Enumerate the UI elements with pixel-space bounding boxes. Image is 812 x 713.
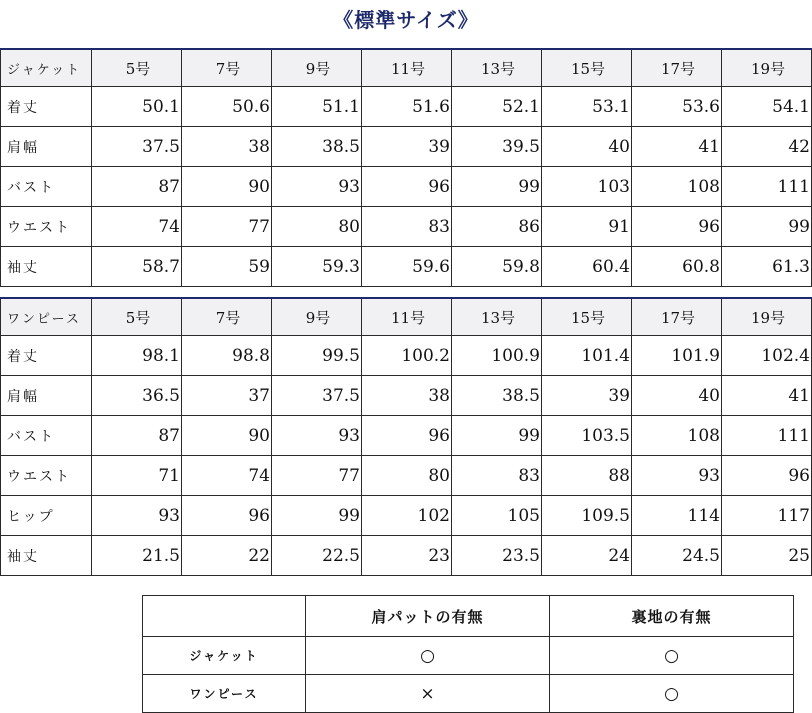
measurement-value: 24.5 — [632, 536, 722, 576]
measurement-value: 38.5 — [452, 376, 542, 416]
measurement-value: 99 — [722, 207, 812, 247]
measurement-value: 99.5 — [272, 336, 362, 376]
measurement-value: 51.1 — [272, 87, 362, 127]
measurement-value: 109.5 — [542, 496, 632, 536]
measurement-value: 102.4 — [722, 336, 812, 376]
measurement-value: 99 — [272, 496, 362, 536]
measurement-value: 38.5 — [272, 127, 362, 167]
measurement-value: 77 — [272, 456, 362, 496]
size-header: 19号 — [722, 49, 812, 87]
measurement-value: 22.5 — [272, 536, 362, 576]
measurement-value: 90 — [182, 167, 272, 207]
table-row — [1, 336, 812, 376]
table-row — [1, 536, 812, 576]
shoulder-pad-header: 肩パットの有無 — [306, 596, 550, 637]
size-header: 7号 — [182, 49, 272, 87]
measurement-value: 50.6 — [182, 87, 272, 127]
features-corner-cell — [143, 596, 306, 637]
measurement-value: 100.9 — [452, 336, 542, 376]
measurement-value: 39.5 — [452, 127, 542, 167]
measurement-value: 98.8 — [182, 336, 272, 376]
measurement-value: 53.1 — [542, 87, 632, 127]
table-row — [1, 456, 812, 496]
measurement-value: 101.9 — [632, 336, 722, 376]
features-header-row — [143, 596, 794, 637]
measurement-value: 38 — [362, 376, 452, 416]
measurement-label: ヒップ — [1, 496, 92, 536]
measurement-value: 93 — [272, 167, 362, 207]
measurement-value: 61.3 — [722, 247, 812, 287]
measurement-value: 37 — [182, 376, 272, 416]
measurement-value: 39 — [362, 127, 452, 167]
measurement-value: 53.6 — [632, 87, 722, 127]
measurement-value: 37.5 — [272, 376, 362, 416]
measurement-value: 96 — [632, 207, 722, 247]
measurement-label: 袖丈 — [1, 247, 92, 287]
measurement-value: 59.6 — [362, 247, 452, 287]
measurement-value: 111 — [722, 416, 812, 456]
measurement-value: 88 — [542, 456, 632, 496]
measurement-value: 21.5 — [92, 536, 182, 576]
size-header: 13号 — [452, 49, 542, 87]
features-row-jacket — [143, 637, 794, 675]
measurement-value: 108 — [632, 167, 722, 207]
lining-header: 裏地の有無 — [550, 596, 794, 637]
size-header: 19号 — [722, 298, 812, 336]
measurement-value: 93 — [92, 496, 182, 536]
measurement-value: 87 — [92, 416, 182, 456]
measurement-label: 着丈 — [1, 336, 92, 376]
features-table — [142, 595, 794, 713]
measurement-value: 40 — [632, 376, 722, 416]
measurement-value: 91 — [542, 207, 632, 247]
onepiece-size-table — [0, 297, 812, 576]
measurement-value: 105 — [452, 496, 542, 536]
shoulder-pad-value: × — [306, 675, 550, 713]
measurement-value: 37.5 — [92, 127, 182, 167]
lining-value: ○ — [550, 637, 794, 675]
size-header: 11号 — [362, 298, 452, 336]
measurement-value: 74 — [92, 207, 182, 247]
measurement-value: 96 — [722, 456, 812, 496]
size-header: 17号 — [632, 49, 722, 87]
features-row-label: ワンピース — [143, 675, 306, 713]
measurement-value: 103 — [542, 167, 632, 207]
measurement-label: 肩幅 — [1, 127, 92, 167]
jacket-header-label: ジャケット — [1, 49, 92, 87]
measurement-value: 38 — [182, 127, 272, 167]
measurement-value: 50.1 — [92, 87, 182, 127]
size-header: 13号 — [452, 298, 542, 336]
measurement-label: 着丈 — [1, 87, 92, 127]
table-row — [1, 127, 812, 167]
measurement-value: 60.8 — [632, 247, 722, 287]
measurement-label: バスト — [1, 167, 92, 207]
table-row — [1, 167, 812, 207]
table-row — [1, 496, 812, 536]
lining-value: ○ — [550, 675, 794, 713]
features-row-label: ジャケット — [143, 637, 306, 675]
table-row — [1, 376, 812, 416]
measurement-value: 96 — [182, 496, 272, 536]
size-header: 5号 — [92, 49, 182, 87]
measurement-label: ウエスト — [1, 456, 92, 496]
page-title: 《標準サイズ》 — [333, 8, 479, 32]
size-header: 11号 — [362, 49, 452, 87]
measurement-value: 80 — [272, 207, 362, 247]
measurement-value: 83 — [362, 207, 452, 247]
measurement-value: 58.7 — [92, 247, 182, 287]
measurement-value: 114 — [632, 496, 722, 536]
size-header: 9号 — [272, 49, 362, 87]
table-row — [1, 247, 812, 287]
measurement-value: 87 — [92, 167, 182, 207]
jacket-size-table — [0, 48, 812, 287]
measurement-value: 59.3 — [272, 247, 362, 287]
measurement-value: 99 — [452, 167, 542, 207]
measurement-value: 42 — [722, 127, 812, 167]
measurement-value: 90 — [182, 416, 272, 456]
measurement-value: 51.6 — [362, 87, 452, 127]
size-header: 7号 — [182, 298, 272, 336]
measurement-label: バスト — [1, 416, 92, 456]
measurement-value: 59 — [182, 247, 272, 287]
table-row — [1, 87, 812, 127]
measurement-value: 86 — [452, 207, 542, 247]
size-header: 17号 — [632, 298, 722, 336]
measurement-label: 袖丈 — [1, 536, 92, 576]
measurement-value: 101.4 — [542, 336, 632, 376]
onepiece-header-row — [1, 298, 812, 336]
measurement-value: 93 — [632, 456, 722, 496]
measurement-value: 99 — [452, 416, 542, 456]
measurement-value: 77 — [182, 207, 272, 247]
measurement-value: 23 — [362, 536, 452, 576]
measurement-value: 22 — [182, 536, 272, 576]
measurement-label: 肩幅 — [1, 376, 92, 416]
measurement-value: 71 — [92, 456, 182, 496]
shoulder-pad-value: ○ — [306, 637, 550, 675]
size-header: 15号 — [542, 298, 632, 336]
measurement-value: 96 — [362, 167, 452, 207]
measurement-value: 83 — [452, 456, 542, 496]
measurement-value: 102 — [362, 496, 452, 536]
size-header: 15号 — [542, 49, 632, 87]
measurement-value: 25 — [722, 536, 812, 576]
onepiece-header-label: ワンピース — [1, 298, 92, 336]
measurement-value: 54.1 — [722, 87, 812, 127]
measurement-value: 24 — [542, 536, 632, 576]
size-header: 5号 — [92, 298, 182, 336]
measurement-value: 36.5 — [92, 376, 182, 416]
measurement-value: 60.4 — [542, 247, 632, 287]
table-row — [1, 207, 812, 247]
measurement-value: 23.5 — [452, 536, 542, 576]
measurement-value: 41 — [632, 127, 722, 167]
measurement-value: 103.5 — [542, 416, 632, 456]
measurement-value: 98.1 — [92, 336, 182, 376]
measurement-value: 100.2 — [362, 336, 452, 376]
measurement-value: 117 — [722, 496, 812, 536]
measurement-value: 93 — [272, 416, 362, 456]
measurement-value: 80 — [362, 456, 452, 496]
measurement-value: 74 — [182, 456, 272, 496]
measurement-label: ウエスト — [1, 207, 92, 247]
measurement-value: 108 — [632, 416, 722, 456]
measurement-value: 41 — [722, 376, 812, 416]
size-header: 9号 — [272, 298, 362, 336]
measurement-value: 40 — [542, 127, 632, 167]
measurement-value: 39 — [542, 376, 632, 416]
measurement-value: 111 — [722, 167, 812, 207]
measurement-value: 52.1 — [452, 87, 542, 127]
measurement-value: 96 — [362, 416, 452, 456]
jacket-header-row — [1, 49, 812, 87]
measurement-value: 59.8 — [452, 247, 542, 287]
table-row — [1, 416, 812, 456]
features-row-onepiece — [143, 675, 794, 713]
